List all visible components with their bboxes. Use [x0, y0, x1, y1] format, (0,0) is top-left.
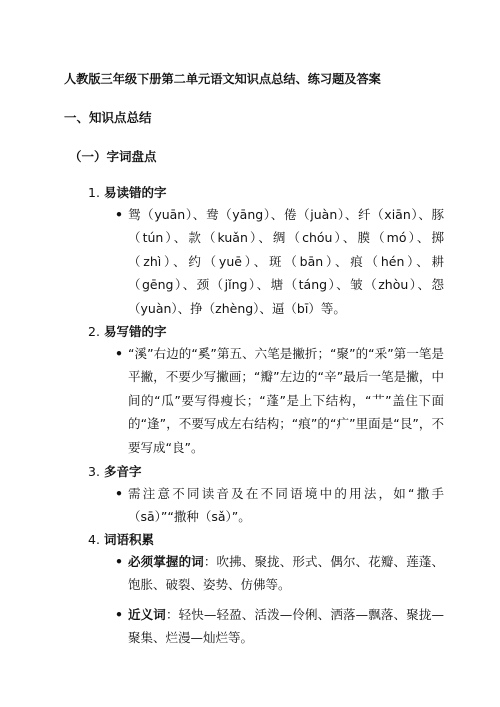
list-item-3-bullet-1: 需注意不同读音及在不同语境中的用法，如“撒手（sā）”“撒种（sǎ）”。: [128, 486, 444, 525]
bullet-icon: •: [115, 486, 123, 501]
term-text: ：吹拂、聚拢、形式、偶尔、花瓣、莲蓬、饱胀、破裂、姿势、仿佛等。: [128, 554, 444, 593]
list-item-number: 4.: [88, 532, 100, 547]
document-title: 人教版三年级下册第二单元语文知识点总结、练习题及答案: [64, 72, 381, 86]
bullet-icon: •: [115, 607, 123, 622]
list-item-heading: 易读错的字: [103, 185, 167, 200]
list-item-heading: 多音字: [103, 464, 142, 479]
list-item-1-bullet-1: 鸳（yuān）、鸯（yāng）、倦（juàn）、纤（xiān）、豚（tún）、款（kuǎn）、绸（chóu）、膜（mó）、掷（zhì）、约（yuē）、斑（bān）、痕（hén）、耕（gēng）、颈（jǐng）、塘（táng）、皱（zhòu）、怨（yuàn）、挣（zhèng）、逼（bī）等。: [128, 207, 444, 316]
list-item-1-heading: [88, 183, 166, 201]
list-item-4-bullet-2: [128, 603, 444, 650]
list-item-heading: 易写错的字: [103, 324, 167, 339]
bullet-icon: •: [115, 346, 123, 361]
bullet-icon: •: [115, 554, 123, 569]
list-item-heading: 词语积累: [103, 532, 154, 547]
term-label: 近义词: [128, 607, 166, 622]
list-item-number: 1.: [88, 185, 100, 200]
list-item-number: 2.: [88, 324, 100, 339]
list-item-3-heading: [88, 462, 141, 480]
subsection-heading-1: （一）字词盘点: [69, 149, 157, 164]
term-text: ：轻快—轻盈、活泼—伶俐、洒落—飘落、聚拢—聚集、烂漫—灿烂等。: [128, 607, 444, 646]
term-label: 必须掌握的词: [128, 554, 204, 569]
list-item-2-heading: [88, 322, 166, 340]
list-item-2-bullet-1: “溪”右边的“奚”第五、六笔是撇折；“聚”的“釆”第一笔是平撇，不要少写撇画；“瓣”左边的“辛”最后一笔是撇，中间的“瓜”要写得瘦长；“蓬”是上下结构，“艹”盖住下面的“逢”，不要写成左右结构；“痕”的“疒”里面是“艮”，不要写成“良”。: [128, 346, 444, 455]
list-item-4-heading: [88, 530, 154, 548]
section-heading-1: 一、知识点总结: [64, 110, 152, 125]
list-item-4-bullet-1: [128, 550, 444, 597]
list-item-number: 3.: [88, 464, 100, 479]
bullet-icon: •: [115, 207, 123, 222]
